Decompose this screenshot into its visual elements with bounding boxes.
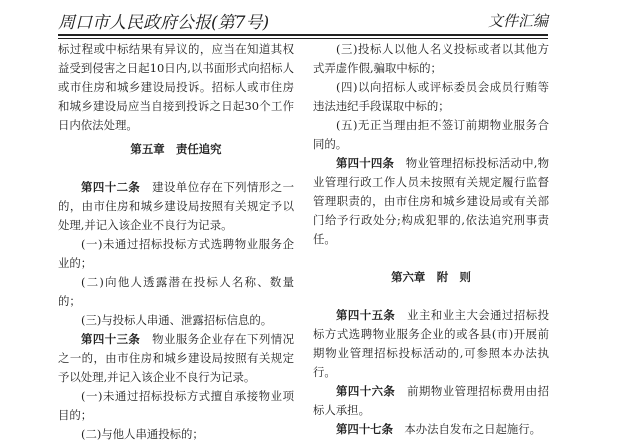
article-label: 第四十六条: [336, 384, 396, 398]
list-item: (二)与他人串通投标的；: [81, 427, 204, 441]
list-item: (二)向他人透露潜在投标人名称、数量的；: [58, 275, 294, 308]
right-column: [313, 40, 549, 439]
list-item: (一)未通过招标投标方式擅自承接物业项目的；: [58, 389, 294, 422]
gazette-title: 周口市人民政府公报(第7号): [58, 13, 270, 33]
article-47: [313, 420, 549, 439]
left-column: [58, 40, 294, 444]
chapter-heading: 第六章 附 则: [391, 270, 471, 284]
article-label: 第四十二条: [81, 180, 141, 194]
page-header: [58, 6, 548, 32]
chapter-heading: 第五章 责任追究: [130, 142, 222, 156]
article-text: 物业管理招标投标活动中,物业管理行政工作人员未按照有关规定履行监督管理职责的，由市住房和城乡建设局或有关部门给予行政处分;构成犯罪的,依法追究刑事责任。: [313, 156, 549, 246]
article-label: 第四十五条: [336, 308, 396, 322]
article-label: 第四十七条: [336, 422, 393, 436]
header-rule-thick: [58, 34, 548, 36]
article-label: 第四十四条: [336, 156, 395, 170]
list-item: (四)以向招标人或评标委员会成员行贿等违法违纪手段谋取中标的；: [313, 80, 549, 113]
article-text: 本办法自发布之日起施行。: [392, 422, 542, 436]
article-text: 业主和业主大会通过招标投标方式选聘物业服务企业的或各县(市)开展前期物业管理招标投标活动的,可参照本办法执行。: [313, 308, 549, 379]
article-label: 第四十三条: [81, 332, 141, 346]
list-item: (三)与投标人串通、泄露招标信息的。: [81, 313, 273, 327]
section-label: 文件汇编: [487, 12, 548, 30]
article-text: 物业服务企业存在下列情况之一的，由市住房和城乡建设局按照有关规定予以处理,并记入该企业不良行为记录。: [58, 332, 294, 384]
article-text: 前期物业管理招标费用由招标人承担。: [313, 384, 549, 417]
article-46: [313, 382, 549, 420]
list-item: (一)未通过招标投标方式选聘物业服务企业的；: [58, 237, 294, 270]
list-item: (三)投标人以他人名义投标或者以其他方式弄虚作假,骗取中标的；: [313, 42, 549, 75]
article-text: 建设单位存在下列情形之一的，由市住房和城乡建设局按照有关规定予以处理,并记入该企业不良行为记录。: [58, 180, 294, 232]
article-43: [58, 330, 294, 387]
paragraph: 标过程或中标结果有异议的，应当在知道其权益受到侵害之日起10日内,以书面形式向招标人或市住房和城乡建设局投诉。招标人或市住房和城乡建设局应当自接到投诉之日起30个工作日内依法处理。: [58, 42, 294, 132]
article-45: [313, 306, 549, 382]
article-44: [313, 154, 549, 249]
article-42: [58, 178, 294, 235]
list-item: (五)无正当理由拒不签订前期物业服务合同的。: [313, 118, 549, 151]
header-rule-thin: [58, 38, 548, 39]
